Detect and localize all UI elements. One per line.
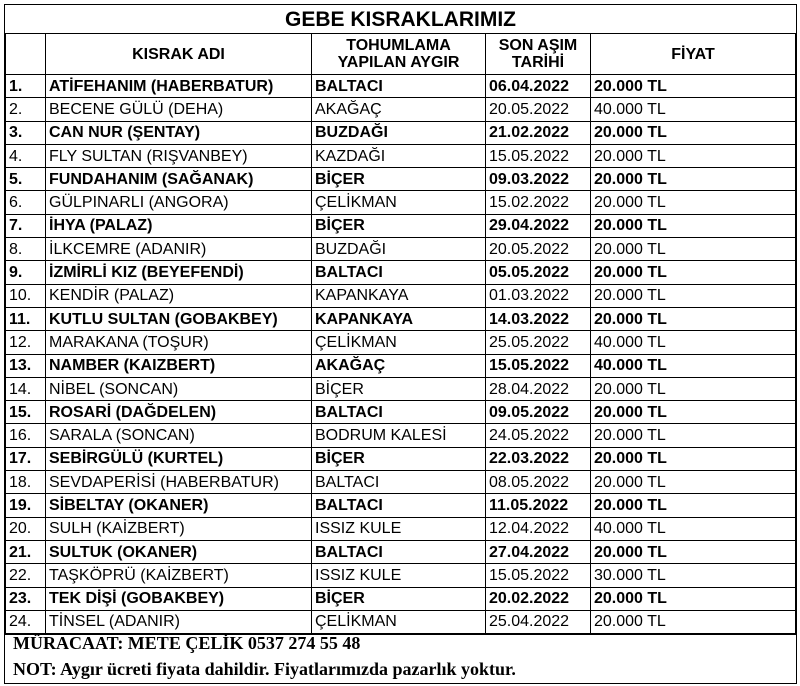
last-breeding-date: 22.03.2022 <box>486 447 591 470</box>
last-breeding-date: 15.05.2022 <box>486 144 591 167</box>
mare-name: SULTUK (OKANER) <box>46 540 312 563</box>
row-number: 4. <box>6 144 46 167</box>
table-row <box>6 401 796 424</box>
price: 20.000 TL <box>591 261 796 284</box>
price: 20.000 TL <box>591 75 796 98</box>
row-number: 8. <box>6 238 46 261</box>
table-row <box>6 331 796 354</box>
mare-name: ROSARİ (DAĞDELEN) <box>46 401 312 424</box>
price: 20.000 TL <box>591 377 796 400</box>
mare-name: SULH (KAİZBERT) <box>46 517 312 540</box>
stallion-name: BİÇER <box>312 447 486 470</box>
price: 20.000 TL <box>591 284 796 307</box>
price: 20.000 TL <box>591 447 796 470</box>
stallion-name: ÇELİKMAN <box>312 610 486 633</box>
header-row <box>6 34 796 75</box>
page-title: GEBE KISRAKLARIMIZ <box>6 5 796 34</box>
stallion-name: BODRUM KALESİ <box>312 424 486 447</box>
mare-name: SARALA (SONCAN) <box>46 424 312 447</box>
header-no <box>6 34 46 75</box>
last-breeding-date: 25.04.2022 <box>486 610 591 633</box>
row-number: 15. <box>6 401 46 424</box>
stallion-name: BALTACI <box>312 261 486 284</box>
mare-name: TİNSEL (ADANIR) <box>46 610 312 633</box>
row-number: 19. <box>6 494 46 517</box>
price: 20.000 TL <box>591 214 796 237</box>
mare-name: KENDİR (PALAZ) <box>46 284 312 307</box>
row-number: 24. <box>6 610 46 633</box>
price: 20.000 TL <box>591 610 796 633</box>
last-breeding-date: 29.04.2022 <box>486 214 591 237</box>
stallion-name: KAZDAĞI <box>312 144 486 167</box>
mare-name: TEK DİŞİ (GOBAKBEY) <box>46 587 312 610</box>
last-breeding-date: 14.03.2022 <box>486 307 591 330</box>
mare-name: BECENE GÜLÜ (DEHA) <box>46 98 312 121</box>
last-breeding-date: 12.04.2022 <box>486 517 591 540</box>
table-row <box>6 447 796 470</box>
footer <box>4 630 797 684</box>
last-breeding-date: 11.05.2022 <box>486 494 591 517</box>
price: 40.000 TL <box>591 98 796 121</box>
table-row <box>6 564 796 587</box>
table-row <box>6 98 796 121</box>
table-row <box>6 377 796 400</box>
header-stallion: TOHUMLAMA YAPILAN AYGIR <box>312 34 486 75</box>
mare-name: FUNDAHANIM (SAĞANAK) <box>46 168 312 191</box>
stallion-name: KAPANKAYA <box>312 284 486 307</box>
mare-name: İHYA (PALAZ) <box>46 214 312 237</box>
stallion-name: BİÇER <box>312 377 486 400</box>
table-row <box>6 168 796 191</box>
mare-name: İZMİRLİ KIZ (BEYEFENDİ) <box>46 261 312 284</box>
price: 40.000 TL <box>591 354 796 377</box>
row-number: 1. <box>6 75 46 98</box>
price: 20.000 TL <box>591 191 796 214</box>
table-row <box>6 517 796 540</box>
price: 20.000 TL <box>591 307 796 330</box>
stallion-name: BALTACI <box>312 471 486 494</box>
price: 20.000 TL <box>591 424 796 447</box>
price: 20.000 TL <box>591 494 796 517</box>
stallion-name: ISSIZ KULE <box>312 564 486 587</box>
table-row <box>6 284 796 307</box>
header-mare-name: KISRAK ADI <box>46 34 312 75</box>
last-breeding-date: 15.05.2022 <box>486 354 591 377</box>
last-breeding-date: 09.05.2022 <box>486 401 591 424</box>
stallion-name: ISSIZ KULE <box>312 517 486 540</box>
mare-name: KUTLU SULTAN (GOBAKBEY) <box>46 307 312 330</box>
row-number: 5. <box>6 168 46 191</box>
price: 40.000 TL <box>591 517 796 540</box>
stallion-name: ÇELİKMAN <box>312 191 486 214</box>
last-breeding-date: 15.02.2022 <box>486 191 591 214</box>
table-row <box>6 471 796 494</box>
table-row <box>6 214 796 237</box>
table-row <box>6 540 796 563</box>
header-price: FİYAT <box>591 34 796 75</box>
contact-line: MÜRACAAT: METE ÇELİK 0537 274 55 48 <box>13 633 361 653</box>
last-breeding-date: 27.04.2022 <box>486 540 591 563</box>
row-number: 20. <box>6 517 46 540</box>
row-number: 22. <box>6 564 46 587</box>
mare-name: MARAKANA (TOŞUR) <box>46 331 312 354</box>
mare-name: NAMBER (KAIZBERT) <box>46 354 312 377</box>
row-number: 17. <box>6 447 46 470</box>
row-number: 14. <box>6 377 46 400</box>
stallion-name: BALTACI <box>312 75 486 98</box>
last-breeding-date: 09.03.2022 <box>486 168 591 191</box>
note-line: NOT: Aygır ücreti fiyata dahildir. Fiyatlarımızda pazarlık yoktur. <box>13 659 516 679</box>
table-row <box>6 121 796 144</box>
row-number: 12. <box>6 331 46 354</box>
stallion-name: BİÇER <box>312 168 486 191</box>
price: 20.000 TL <box>591 144 796 167</box>
mare-name: TAŞKÖPRÜ (KAİZBERT) <box>46 564 312 587</box>
row-number: 10. <box>6 284 46 307</box>
mare-name: CAN NUR (ŞENTAY) <box>46 121 312 144</box>
row-number: 16. <box>6 424 46 447</box>
mare-name: ATİFEHANIM (HABERBATUR) <box>46 75 312 98</box>
last-breeding-date: 21.02.2022 <box>486 121 591 144</box>
last-breeding-date: 20.05.2022 <box>486 98 591 121</box>
table-row <box>6 307 796 330</box>
row-number: 2. <box>6 98 46 121</box>
mare-name: İLKCEMRE (ADANIR) <box>46 238 312 261</box>
price: 20.000 TL <box>591 540 796 563</box>
last-breeding-date: 24.05.2022 <box>486 424 591 447</box>
table-row <box>6 354 796 377</box>
row-number: 9. <box>6 261 46 284</box>
table-row <box>6 75 796 98</box>
stallion-name: BUZDAĞI <box>312 238 486 261</box>
stallion-name: BALTACI <box>312 540 486 563</box>
table-body <box>6 75 796 634</box>
row-number: 11. <box>6 307 46 330</box>
last-breeding-date: 20.02.2022 <box>486 587 591 610</box>
mare-name: FLY SULTAN (RIŞVANBEY) <box>46 144 312 167</box>
table-row <box>6 424 796 447</box>
last-breeding-date: 15.05.2022 <box>486 564 591 587</box>
row-number: 6. <box>6 191 46 214</box>
row-number: 23. <box>6 587 46 610</box>
stallion-name: BALTACI <box>312 494 486 517</box>
last-breeding-date: 25.05.2022 <box>486 331 591 354</box>
last-breeding-date: 28.04.2022 <box>486 377 591 400</box>
stallion-name: BİÇER <box>312 214 486 237</box>
row-number: 21. <box>6 540 46 563</box>
stallion-name: AKAĞAÇ <box>312 98 486 121</box>
stallion-name: BUZDAĞI <box>312 121 486 144</box>
last-breeding-date: 01.03.2022 <box>486 284 591 307</box>
stallion-name: KAPANKAYA <box>312 307 486 330</box>
stallion-name: BİÇER <box>312 587 486 610</box>
last-breeding-date: 08.05.2022 <box>486 471 591 494</box>
mare-table <box>5 5 796 634</box>
table-row <box>6 238 796 261</box>
price: 20.000 TL <box>591 238 796 261</box>
mare-name: GÜLPINARLI (ANGORA) <box>46 191 312 214</box>
stallion-name: ÇELİKMAN <box>312 331 486 354</box>
table-row <box>6 144 796 167</box>
stallion-name: AKAĞAÇ <box>312 354 486 377</box>
table-row <box>6 587 796 610</box>
mare-name: SEBİRGÜLÜ (KURTEL) <box>46 447 312 470</box>
mare-name: SİBELTAY (OKANER) <box>46 494 312 517</box>
mare-name: SEVDAPERİSİ (HABERBATUR) <box>46 471 312 494</box>
row-number: 3. <box>6 121 46 144</box>
price: 30.000 TL <box>591 564 796 587</box>
price: 20.000 TL <box>591 401 796 424</box>
last-breeding-date: 05.05.2022 <box>486 261 591 284</box>
row-number: 7. <box>6 214 46 237</box>
price: 40.000 TL <box>591 331 796 354</box>
table-row <box>6 494 796 517</box>
stallion-name: BALTACI <box>312 401 486 424</box>
row-number: 13. <box>6 354 46 377</box>
last-breeding-date: 06.04.2022 <box>486 75 591 98</box>
mare-name: NİBEL (SONCAN) <box>46 377 312 400</box>
price: 20.000 TL <box>591 121 796 144</box>
table-row <box>6 191 796 214</box>
last-breeding-date: 20.05.2022 <box>486 238 591 261</box>
price: 20.000 TL <box>591 471 796 494</box>
row-number: 18. <box>6 471 46 494</box>
price: 20.000 TL <box>591 587 796 610</box>
table-row <box>6 261 796 284</box>
mare-table-sheet <box>4 4 797 635</box>
header-date: SON AŞIM TARİHİ <box>486 34 591 75</box>
price: 20.000 TL <box>591 168 796 191</box>
